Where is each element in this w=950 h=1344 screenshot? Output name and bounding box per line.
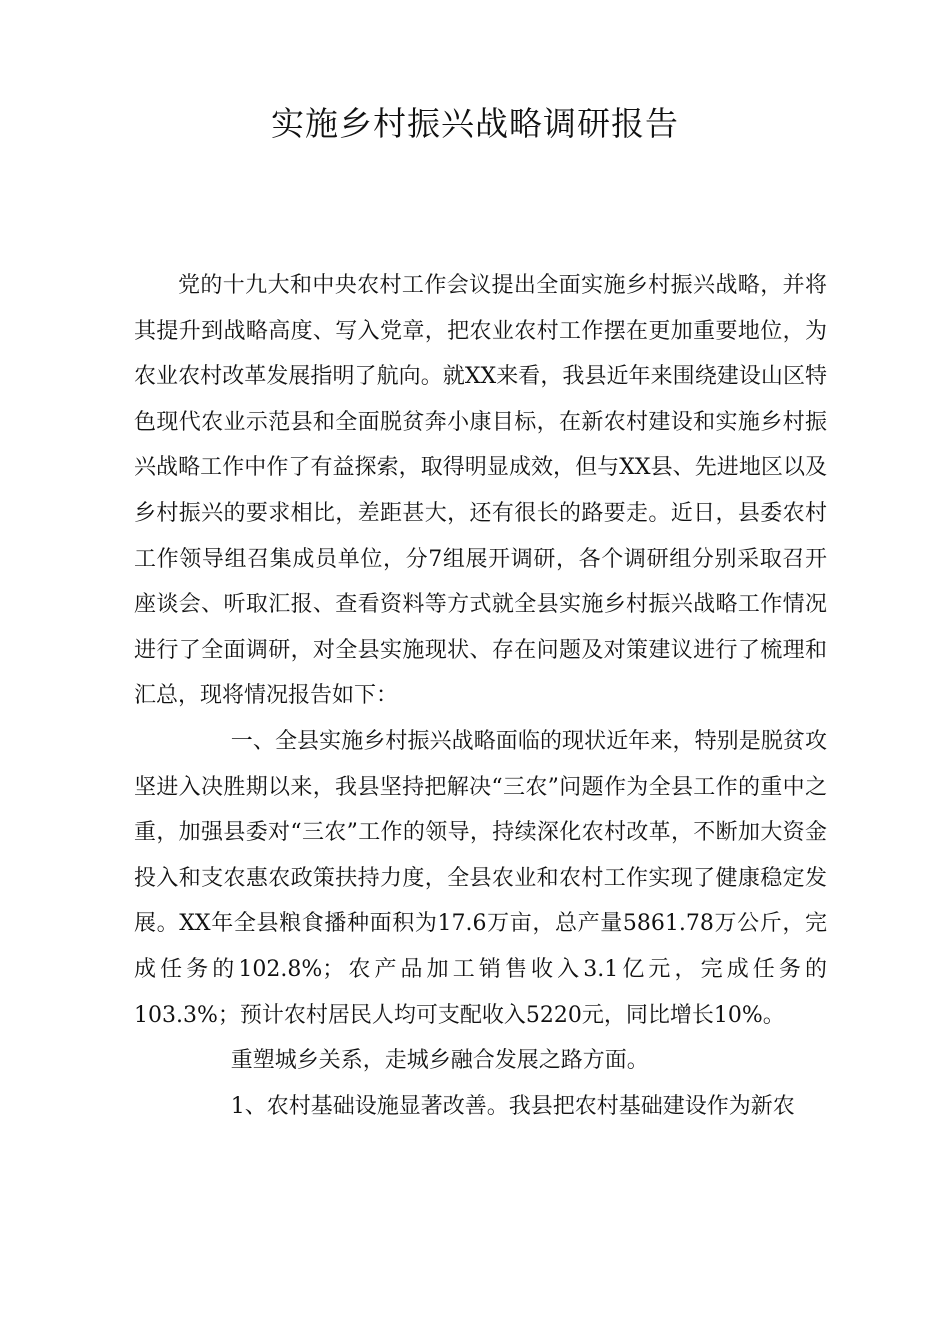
paragraph-intro: 党的十九大和中央农村工作会议提出全面实施乡村振兴战略，并将其提升到战略高度、写入党章，把农业农村工作摆在更加重要地位，为农业农村改革发展指明了航向。就XX来看，我县近年来围绕建设山区特色现代农业示范县和全面脱贫奔小康目标，在新农村建设和实施乡村振兴战略工作中作了有益探索，取得明显成效，但与XX县、先进地区以及乡村振兴的要求相比，差距甚大，还有很长的路要走。近日，县委农村工作领导组召集成员单位，分7组展开调研，各个调研组分别采取召开座谈会、听取汇报、查看资料等方式就全县实施乡村振兴战略工作情况进行了全面调研，对全县实施现状、存在问题及对策建议进行了梳理和汇总，现将情况报告如下： [134,273,827,709]
paragraph-subheading: 重塑城乡关系，走城乡融合发展之路方面。 [230,1048,649,1074]
document-body [134,263,827,1129]
document-title: 实施乡村振兴战略调研报告 [271,104,679,143]
paragraph-item-one: 1、农村基础设施显著改善。我县把农村基础建设作为新农 [230,1093,795,1119]
paragraph-section-one: 一、全县实施乡村振兴战略面临的现状近年来，特别是脱贫攻坚进入决胜期以来，我县坚持把解决“三农”问题作为全县工作的重中之重，加强县委对“三农”工作的领导，持续深化农村改革，不断加大资金投入和支农惠农政策扶持力度，全县农业和农村工作实现了健康稳定发展。XX年全县粮食播种面积为17.6万亩，总产量5861.78万公斤，完成任务的102.8%；农产品加工销售收入3.1亿元，完成任务的103.3%；预计农村居民人均可支配收入5220元，同比增长10%。 [134,728,827,1028]
